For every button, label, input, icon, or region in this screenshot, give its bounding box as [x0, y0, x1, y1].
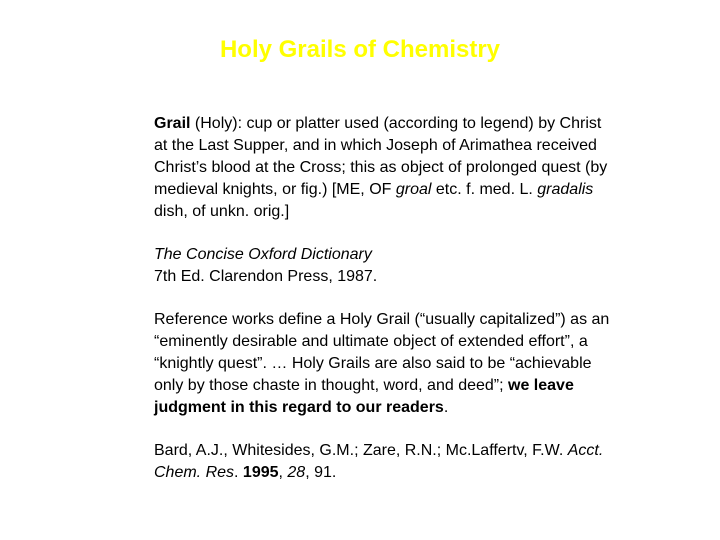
citation-authors: Bard, A.J., Whitesides, G.M.; Zare, R.N.; Mc.Laffertv, F.W. [154, 442, 568, 459]
definition-text: (Holy): cup or platter used (according to legend) by Christ at the Last Supper, and in which Joseph of Arimathea received Christ’s blood at the Cross; this as object of prolonged quest (by medieval knights, or fig.) [ME, OF [154, 115, 608, 198]
source-details: 7th Ed. Clarendon Press, 1987. [154, 268, 378, 285]
citation [154, 440, 614, 484]
quote-text: Reference works define a Holy Grail (“usually capitalized”) as an “eminently desirable and ultimate object of extended effort”, a “knightly quest”. … Holy Grails are also said to be “achievable only by those chaste in thought, word, and deed”; [154, 311, 610, 394]
quote-paragraph [154, 309, 614, 419]
definition-italic-gradalis: gradalis [537, 181, 594, 198]
citation-comma: , [278, 464, 288, 481]
slide-body [154, 113, 614, 484]
source-reference [154, 244, 614, 288]
definition-text: dish, of unkn. orig.] [154, 203, 290, 220]
citation-journal: Acct. Chem. Res [154, 442, 604, 481]
source-title: The Concise Oxford Dictionary [154, 246, 372, 263]
quote-end: . [443, 399, 449, 416]
citation-pages: , 91. [305, 464, 337, 481]
definition-italic-groal: groal [395, 181, 432, 198]
definition-term: Grail [154, 115, 191, 132]
definition-paragraph [154, 113, 614, 223]
citation-dot: . [234, 464, 243, 481]
page-title: Holy Grails of Chemistry [219, 36, 501, 63]
citation-volume: 28 [287, 464, 306, 481]
definition-text: etc. f. med. L. [431, 181, 538, 198]
citation-year: 1995 [242, 464, 279, 481]
quote-bold-text: we leave judgment in this regard to our readers [154, 377, 574, 416]
